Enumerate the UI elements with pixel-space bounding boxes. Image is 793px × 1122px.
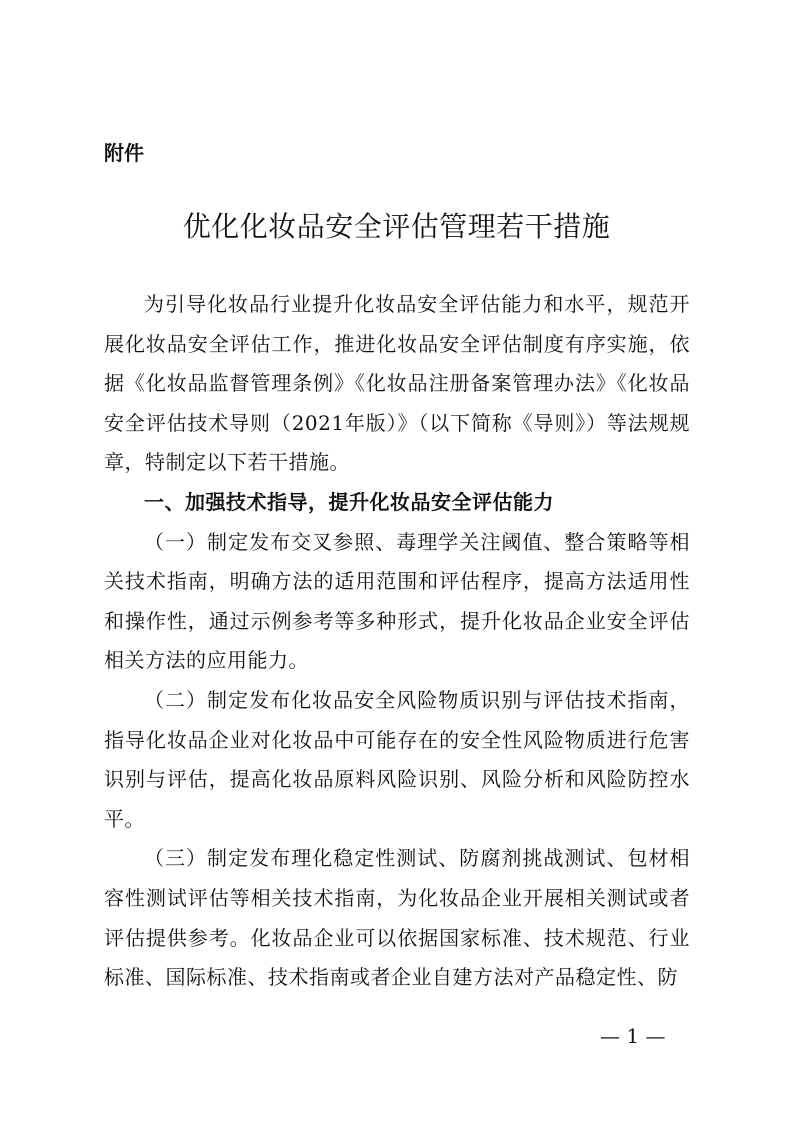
page-number: — 1 — — [600, 1024, 666, 1048]
attachment-label: 附件 — [104, 141, 144, 165]
item-paragraph-3: （三）制定发布理化稳定性测试、防腐剂挑战测试、包材相容性测试评估等相关技术指南，为化妆品企业开展相关测试或者评估提供参考。化妆品企业可以依据国家标准、技术规范、行业标准、国际标准、技术指南或者企业自建方法对产品稳定性、防 — [104, 846, 690, 990]
item-paragraph-2: （二）制定发布化妆品安全风险物质识别与评估技术指南，指导化妆品企业对化妆品中可能存在的安全性风险物质进行危害识别与评估，提高化妆品原料风险识别、风险分析和风险防控水平。 — [104, 687, 690, 831]
document-body — [104, 285, 690, 998]
intro-paragraph: 为引导化妆品行业提升化妆品安全评估能力和水平，规范开展化妆品安全评估工作，推进化妆品安全评估制度有序实施，依据《化妆品监督管理条例》《化妆品注册备案管理办法》《化妆品安全评估技术导则（2021年版）》（以下简称《导则》）等法规规章，特制定以下若干措施。 — [104, 292, 690, 475]
document-title: 优化化妆品安全评估管理若干措施 — [182, 210, 611, 243]
item-paragraph-1: （一）制定发布交叉参照、毒理学关注阈值、整合策略等相关技术指南，明确方法的适用范围和评估程序，提高方法适用性和操作性，通过示例参考等多种形式，提升化妆品企业安全评估相关方法的应用能力。 — [104, 529, 690, 673]
section-heading: 一、加强技术指导，提升化妆品安全评估能力 — [144, 489, 554, 514]
